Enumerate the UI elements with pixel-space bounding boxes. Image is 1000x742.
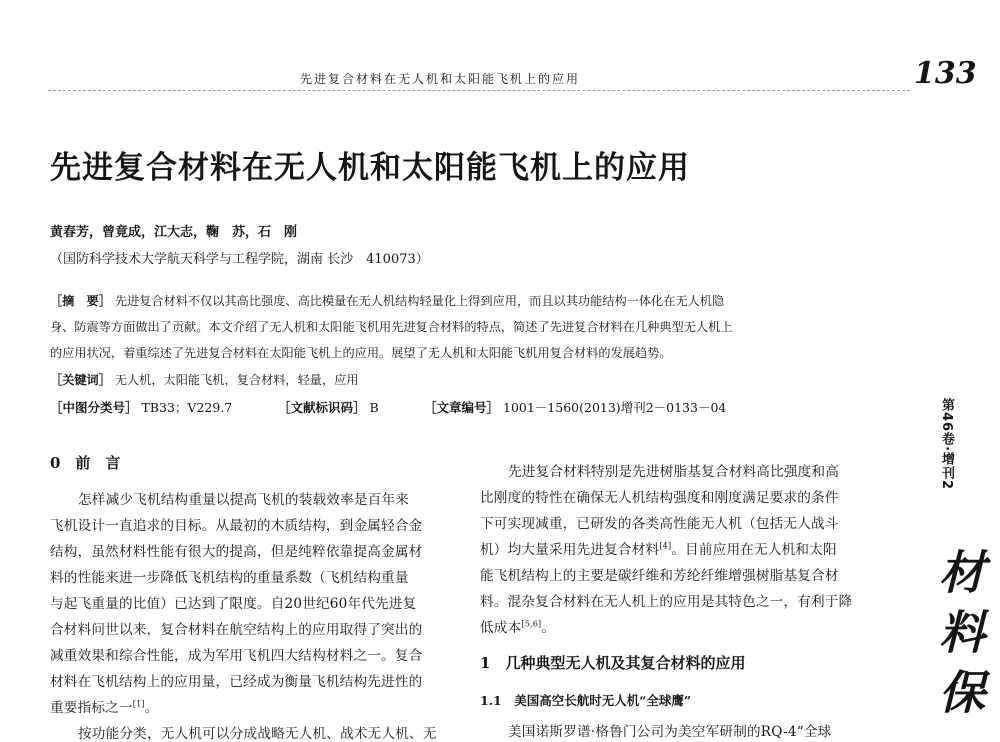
body-line: 美国诺斯罗谱·格鲁门公司为美空军研制的RQ-4“全球 — [508, 724, 832, 740]
body-text: 重要指标之一 — [50, 700, 133, 716]
abstract-text: 先进复合材料不仅以其高比强度、高比模量在无人机结构轻量化上得到应用，而且以其功能结构一体化在无人机隐 — [114, 294, 725, 308]
body-text: 机）均大量采用先进复合材料 — [480, 542, 660, 558]
keywords-text: 无人机，太阳能飞机，复合材料，轻量，应用 — [114, 373, 359, 387]
classification-line — [50, 398, 232, 416]
body-line: 减重效果和综合性能，成为军用飞机四大结构材料之一。复合 — [50, 648, 423, 664]
body-line: 能飞机结构上的主要是碳纤维和芳纶纤维增强树脂基复合材 — [480, 568, 839, 584]
side-issue-label: 第46卷·增刊2 — [939, 398, 954, 491]
abstract-line: 身、防震等方面做出了贡献。本文介绍了无人机和太阳能飞机用先进复合材料的特点，简述了先进复合材料在几种典型无人机上 — [50, 320, 733, 334]
article-no-line — [424, 398, 726, 416]
body-line — [480, 616, 555, 636]
subsection-heading-1-1: 1.1 美国高空长航时无人机“全球鹰” — [480, 693, 692, 708]
body-line: 下可实现减重，已研发的各类高性能无人机（包括无人战斗 — [480, 516, 839, 532]
body-line: 结构，虽然材料性能有很大的提高，但是纯粹依靠提高金属材 — [50, 544, 423, 560]
body-line: 比刚度的特性在确保无人机结构强度和刚度满足要求的条件 — [480, 490, 839, 506]
citation: [1] — [132, 699, 145, 709]
citation: [5,6] — [521, 619, 542, 629]
affiliation: （国防科学技术大学航天科学与工程学院，湖南 长沙 410073） — [50, 252, 429, 267]
header-rule — [48, 90, 910, 91]
body-line — [480, 538, 837, 558]
body-line: 料。混杂复合材料在无人机上的应用是其特色之一，有利于降 — [480, 594, 853, 610]
body-line: 与起飞重量的比值）已达到了限度。自20世纪60年代先进复 — [50, 596, 417, 612]
running-header: 先进复合材料在无人机和太阳能飞机上的应用 — [300, 72, 581, 86]
keywords-label: ［关键词］ — [50, 373, 111, 387]
abstract-line: 的应用状况，着重综述了先进复合材料在太阳能飞机上的应用。展望了无人机和太阳能飞机用复合材料的发展趋势。 — [50, 346, 672, 360]
clc-value: TB33；V229.7 — [141, 400, 233, 415]
doc-code-line — [278, 398, 379, 416]
body-text: 。 — [144, 700, 159, 716]
clc-label: ［中图分类号］ — [50, 400, 138, 415]
doc-code-value: B — [369, 400, 379, 415]
body-text: 。 — [541, 620, 556, 636]
body-line: 按功能分类，无人机可以分成战略无人机、战术无人机、无 — [78, 726, 437, 742]
article-no-value: 1001－1560(2013)增刊2－0133－04 — [503, 400, 727, 415]
doc-code-label: ［文献标识码］ — [278, 400, 366, 415]
abstract-label: ［摘 要］ — [50, 294, 111, 308]
body-line: 材料在飞机结构上的应用量，已经成为衡量飞机结构先进性的 — [50, 674, 423, 690]
body-line: 怎样减少飞机结构重量以提高飞机的装载效率是百年来 — [78, 492, 410, 508]
abstract-line — [50, 292, 724, 309]
body-line: 先进复合材料特别是先进树脂基复合材料高比强度和高 — [508, 464, 840, 480]
body-text: 。目前应用在无人机和太阳 — [671, 542, 837, 558]
page-number: 133 — [914, 56, 977, 91]
keywords-line — [50, 371, 359, 388]
section-heading-1: 1 几种典型无人机及其复合材料的应用 — [480, 654, 746, 672]
body-line: 飞机设计一直追求的目标。从最初的木质结构，到金属轻合金 — [50, 518, 423, 534]
article-title: 先进复合材料在无人机和太阳能飞机上的应用 — [50, 150, 690, 186]
section-heading-intro: 0 前 言 — [50, 454, 121, 472]
citation: [4] — [659, 541, 672, 551]
body-line: 合材料问世以来，复合材料在航空结构上的应用取得了突出的 — [50, 622, 423, 638]
body-line: 料的性能来进一步降低飞机结构的重量系数（飞机结构重量 — [50, 570, 409, 586]
body-text: 低成本 — [480, 620, 522, 636]
side-journal-name: 材料保 — [932, 548, 986, 728]
authors: 黄春芳，曾竟成，江大志，鞠 苏，石 刚 — [50, 225, 298, 240]
article-no-label: ［文章编号］ — [424, 400, 500, 415]
body-line — [50, 696, 159, 716]
